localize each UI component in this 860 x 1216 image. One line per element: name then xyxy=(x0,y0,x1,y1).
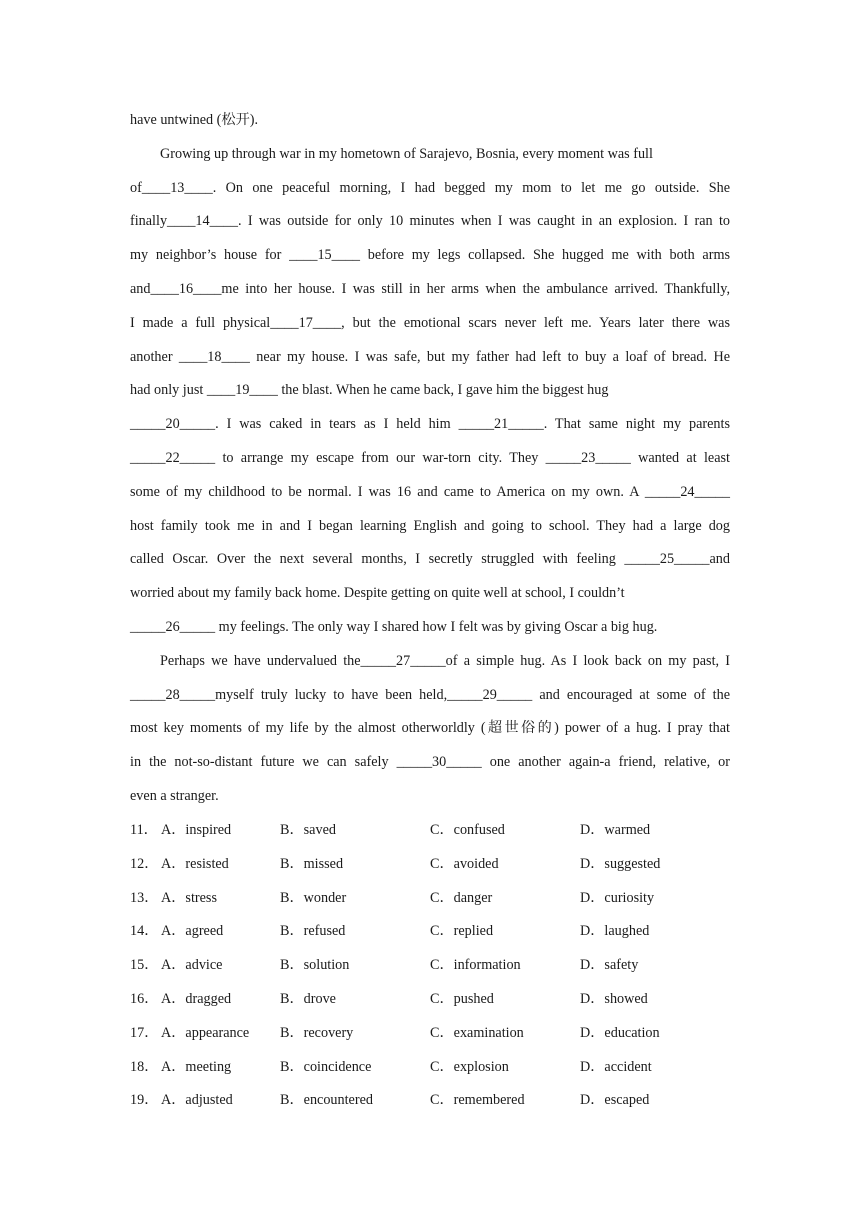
passage-line: _____20_____. I was caked in tears as I held him _____21_____. That same night my parents xyxy=(130,416,730,433)
option-c: C．explosion xyxy=(430,1058,509,1075)
question-number: 16． xyxy=(130,990,159,1007)
passage-line: my neighbor’s house for ____15____ before my legs collapsed. She hugged me with both arms xyxy=(130,247,730,264)
option-d: D．showed xyxy=(580,990,648,1007)
option-b: B．saved xyxy=(280,822,336,838)
option-c: C．information xyxy=(430,957,521,974)
question-row xyxy=(130,1084,730,1118)
question-number: 18． xyxy=(130,1058,159,1075)
option-d: D．laughed xyxy=(580,923,650,940)
passage-line: Perhaps we have undervalued the_____27_____of a simple hug. As I look back on my past, I xyxy=(160,652,730,669)
option-b: B．wonder xyxy=(280,889,347,906)
question-row xyxy=(130,882,730,916)
option-d: D．suggested xyxy=(580,855,661,872)
question-number: 19． xyxy=(130,1092,159,1109)
passage-line: even a stranger. xyxy=(130,787,219,804)
option-b: B．encountered xyxy=(280,1092,373,1109)
question-row xyxy=(130,949,730,983)
option-d: D．accident xyxy=(580,1058,652,1075)
question-row xyxy=(130,848,730,882)
option-d: D．safety xyxy=(580,957,639,974)
option-b: B．missed xyxy=(280,855,344,872)
option-b: B．recovery xyxy=(280,1024,354,1041)
option-a: A．meeting xyxy=(161,1058,232,1075)
option-a: A．advice xyxy=(161,957,223,974)
passage-line: and____16____me into her house. I was still in her arms when the ambulance arrived. Thankfully, xyxy=(130,280,730,297)
option-a: A．resisted xyxy=(161,855,229,872)
option-c: C．pushed xyxy=(430,990,494,1007)
option-c: C．confused xyxy=(430,822,505,838)
option-a: A．agreed xyxy=(161,923,224,940)
question-number: 11． xyxy=(130,822,158,838)
passage xyxy=(130,104,730,814)
question-row xyxy=(130,915,730,949)
question-row xyxy=(130,814,730,848)
option-b: B．refused xyxy=(280,923,346,940)
option-c: C．avoided xyxy=(430,855,499,872)
option-c: C．examination xyxy=(430,1024,524,1041)
options-list xyxy=(130,814,730,1118)
passage-line: most key moments of my life by the almost otherworldly (超世俗的) power of a hug. I pray that xyxy=(130,720,730,737)
option-d: D．education xyxy=(580,1024,660,1041)
passage-line: I made a full physical____17____, but the emotional scars never left me. Years later there was xyxy=(130,314,730,331)
option-a: A．inspired xyxy=(161,822,232,838)
option-a: A．dragged xyxy=(161,990,232,1007)
passage-line: have untwined (松开). xyxy=(130,112,259,128)
option-b: B．coincidence xyxy=(280,1058,372,1075)
option-a: A．appearance xyxy=(161,1024,250,1041)
passage-line: host family took me in and I began learning English and going to school. They had a large dog xyxy=(130,517,730,534)
option-b: B．solution xyxy=(280,957,350,974)
question-number: 15． xyxy=(130,957,159,974)
passage-line: _____28_____myself truly lucky to have been held,_____29_____ and encouraged at some of the xyxy=(130,686,730,703)
question-row xyxy=(130,1051,730,1085)
option-b: B．drove xyxy=(280,990,336,1007)
option-d: D．curiosity xyxy=(580,889,655,906)
passage-line: in the not-so-distant future we can safely _____30_____ one another again-a friend, relative, or xyxy=(130,754,730,771)
passage-line: called Oscar. Over the next several months, I secretly struggled with feeling _____25_____and xyxy=(130,551,730,568)
passage-line: another ____18____ near my house. I was safe, but my father had left to buy a loaf of bread. He xyxy=(130,348,730,365)
question-number: 14． xyxy=(130,923,159,940)
passage-line: _____22_____ to arrange my escape from our war-torn city. They _____23_____ wanted at least xyxy=(130,449,730,466)
option-c: C．danger xyxy=(430,889,493,906)
option-c: C．remembered xyxy=(430,1092,525,1109)
passage-line: _____26_____ my feelings. The only way I shared how I felt was by giving Oscar a big hug. xyxy=(130,618,658,635)
passage-line: had only just ____19____ the blast. When he came back, I gave him the biggest hug xyxy=(130,382,609,399)
option-a: A．stress xyxy=(161,889,217,906)
passage-line: worried about my family back home. Despite getting on quite well at school, I couldn’t xyxy=(130,585,625,602)
passage-line: Growing up through war in my hometown of Sarajevo, Bosnia, every moment was full xyxy=(160,145,653,162)
option-d: D．warmed xyxy=(580,822,651,838)
question-number: 12． xyxy=(130,855,159,872)
passage-line: finally____14____. I was outside for only 10 minutes when I was caught in an explosion. I ran to xyxy=(130,213,730,230)
question-number: 13． xyxy=(130,889,159,906)
option-d: D．escaped xyxy=(580,1092,650,1109)
question-row xyxy=(130,1017,730,1051)
option-c: C．replied xyxy=(430,923,494,940)
passage-line: some of my childhood to be normal. I was 16 and came to America on my own. A _____24_____ xyxy=(130,483,730,500)
question-row xyxy=(130,983,730,1017)
question-number: 17． xyxy=(130,1024,159,1041)
option-a: A．adjusted xyxy=(161,1092,233,1109)
passage-line: of____13____. On one peaceful morning, I had begged my mom to let me go outside. She xyxy=(130,179,730,196)
